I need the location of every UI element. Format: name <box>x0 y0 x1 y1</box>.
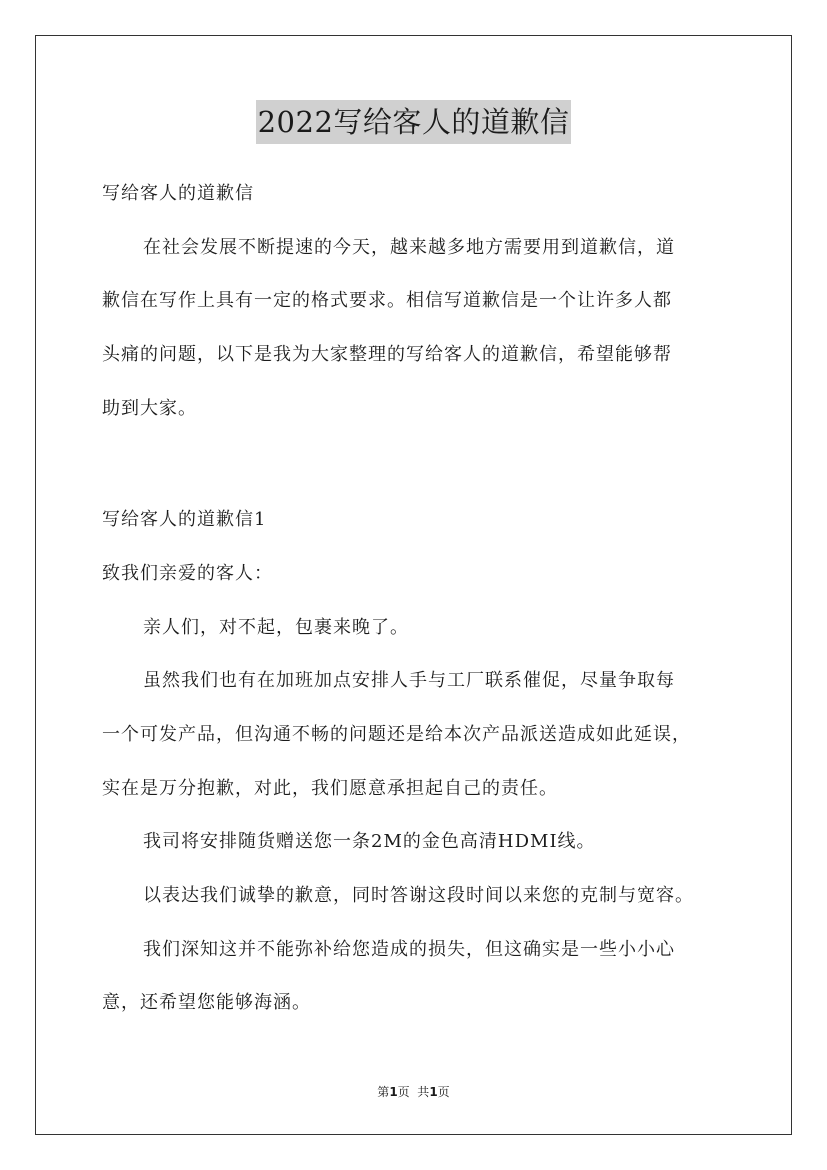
letter-paragraph-5-line-2: 意，还希望您能够海涵。 <box>102 992 311 1013</box>
page-footer <box>0 1083 827 1100</box>
letter-paragraph-2-line-2: 一个可发产品，但沟通不畅的问题还是给本次产品派送造成如此延误， <box>102 724 691 745</box>
intro-line-4: 助到大家。 <box>102 398 197 419</box>
intro-line-3: 头痛的问题，以下是我为大家整理的写给客人的道歉信，希望能够帮 <box>102 344 672 365</box>
footer-page-prefix: 第 <box>377 1085 390 1099</box>
intro-line-2: 歉信在写作上具有一定的格式要求。相信写道歉信是一个让许多人都 <box>102 290 672 311</box>
letter-paragraph-5-line-1: 我们深知这并不能弥补给您造成的损失，但这确实是一些小小心 <box>143 939 675 960</box>
letter-paragraph-4: 以表达我们诚挚的歉意，同时答谢这段时间以来您的克制与宽容。 <box>143 885 694 906</box>
intro-line-1: 在社会发展不断提速的今天，越来越多地方需要用到道歉信，道 <box>143 237 675 258</box>
letter-salutation: 致我们亲爱的客人： <box>102 563 273 584</box>
footer-page-number: 1 <box>389 1085 398 1099</box>
document-title-wrap <box>0 100 827 144</box>
letter-heading: 写给客人的道歉信1 <box>102 509 267 530</box>
letter-paragraph-3: 我司将安排随货赠送您一条2M的金色高清HDMI线。 <box>143 831 596 852</box>
footer-page-mid: 页 共 <box>397 1085 430 1099</box>
letter-paragraph-1: 亲人们，对不起，包裹来晚了。 <box>143 617 409 638</box>
letter-paragraph-2-line-3: 实在是万分抱歉，对此，我们愿意承担起自己的责任。 <box>102 778 558 799</box>
footer-page-total: 1 <box>429 1085 438 1099</box>
document-subtitle: 写给客人的道歉信 <box>102 183 254 204</box>
document-title: 2022写给客人的道歉信 <box>256 100 572 144</box>
letter-paragraph-2-line-1: 虽然我们也有在加班加点安排人手与工厂联系催促，尽量争取每 <box>143 670 675 691</box>
footer-page-suffix: 页 <box>437 1085 450 1099</box>
